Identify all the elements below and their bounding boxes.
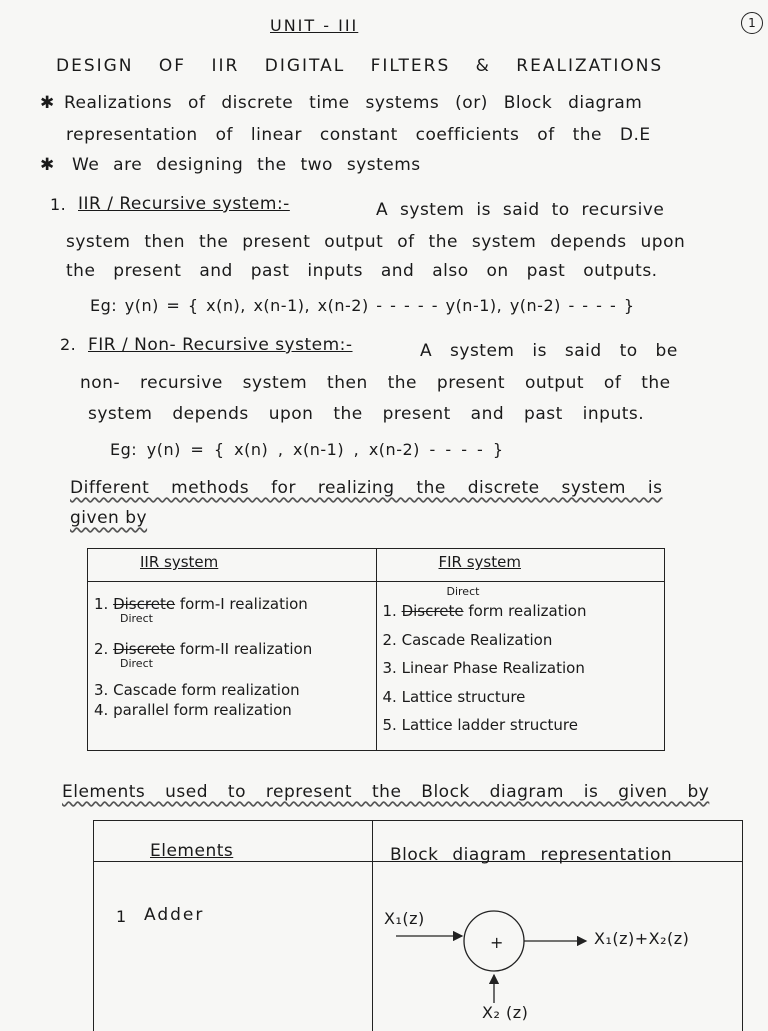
iir-line-1: A system is said to recursive: [376, 200, 665, 220]
unit-title: UNIT - III: [270, 16, 359, 35]
adder-input-2-label: X₂ (z): [482, 1003, 529, 1022]
iir-method-3: 3. Cascade form realization: [94, 681, 300, 700]
intro-line-2: representation of linear constant coefficients of the D.E: [66, 125, 651, 145]
fir-methods-cell: [376, 582, 665, 751]
elements-col-header: Elements: [150, 841, 234, 861]
fir-heading: FIR / Non- Recursive system:-: [88, 335, 353, 355]
adder-output-label: X₁(z)+X₂(z): [594, 929, 690, 948]
iir-example: Eg: y(n) = { x(n), x(n-1), x(n-2) - - - - - y(n-1), y(n-2) - - - - }: [90, 296, 635, 315]
methods-table: [87, 548, 665, 751]
element-number: 1: [116, 907, 127, 926]
fir-column-header: FIR system: [376, 549, 665, 582]
iir-line-2: system then the present output of the system depends upon: [66, 232, 686, 252]
adder-input-1-label: X₁(z): [384, 909, 425, 928]
iir-method-1: 1. Discrete form-I realization: [94, 595, 308, 613]
asterisk-icon: ✱: [40, 93, 55, 113]
asterisk-icon: ✱: [40, 155, 55, 175]
fir-method-1-correction: Direct: [446, 585, 480, 598]
fir-line-1: A system is said to be: [420, 341, 678, 361]
page-title: DESIGN OF IIR DIGITAL FILTERS & REALIZATIONS: [56, 56, 664, 76]
elements-intro: Elements used to represent the Block diagram is given by: [62, 782, 710, 802]
iir-method-4: 4. parallel form realization: [94, 701, 292, 720]
fir-method-1: 1. Discrete form realization: [382, 602, 587, 620]
iir-method-2: 2. Discrete form-II realization: [94, 640, 313, 659]
adder-plus-symbol: +: [490, 933, 504, 952]
adder-diagram: [384, 891, 724, 1031]
iir-number: 1.: [50, 195, 67, 214]
fir-line-3: system depends upon the present and past inputs.: [88, 404, 645, 424]
block-diagram-col-header: Block diagram representation: [390, 845, 673, 865]
elements-table: [93, 820, 743, 1031]
iir-methods-cell: [88, 582, 377, 751]
intro-line-1: Realizations of discrete time systems (or) Block diagram: [64, 93, 643, 113]
fir-example: Eg: y(n) = { x(n) , x(n-1) , x(n-2) - - - - }: [110, 440, 504, 459]
element-name: Adder: [144, 905, 205, 925]
fir-method-4: 4. Lattice structure: [382, 687, 526, 706]
page-number: 1: [741, 12, 763, 34]
fir-line-2: non- recursive system then the present output of the: [80, 373, 671, 393]
iir-method-2-correction: Direct: [120, 657, 153, 671]
iir-heading: IIR / Recursive system:-: [78, 194, 290, 214]
methods-line-1: Different methods for realizing the discrete system is: [70, 478, 663, 498]
fir-method-2: 2. Cascade Realization: [382, 630, 553, 649]
fir-method-5: 5. Lattice ladder structure: [382, 716, 578, 734]
iir-line-3: the present and past inputs and also on past outputs.: [66, 261, 658, 281]
fir-method-3: 3. Linear Phase Realization: [382, 659, 585, 677]
fir-number: 2.: [60, 335, 77, 354]
iir-column-header: IIR system: [88, 549, 377, 582]
elements-table-divider: [372, 821, 373, 1031]
intro-line-3: We are designing the two systems: [72, 155, 421, 175]
iir-method-1-correction: Direct: [120, 612, 153, 626]
methods-line-2: given by: [70, 508, 148, 528]
